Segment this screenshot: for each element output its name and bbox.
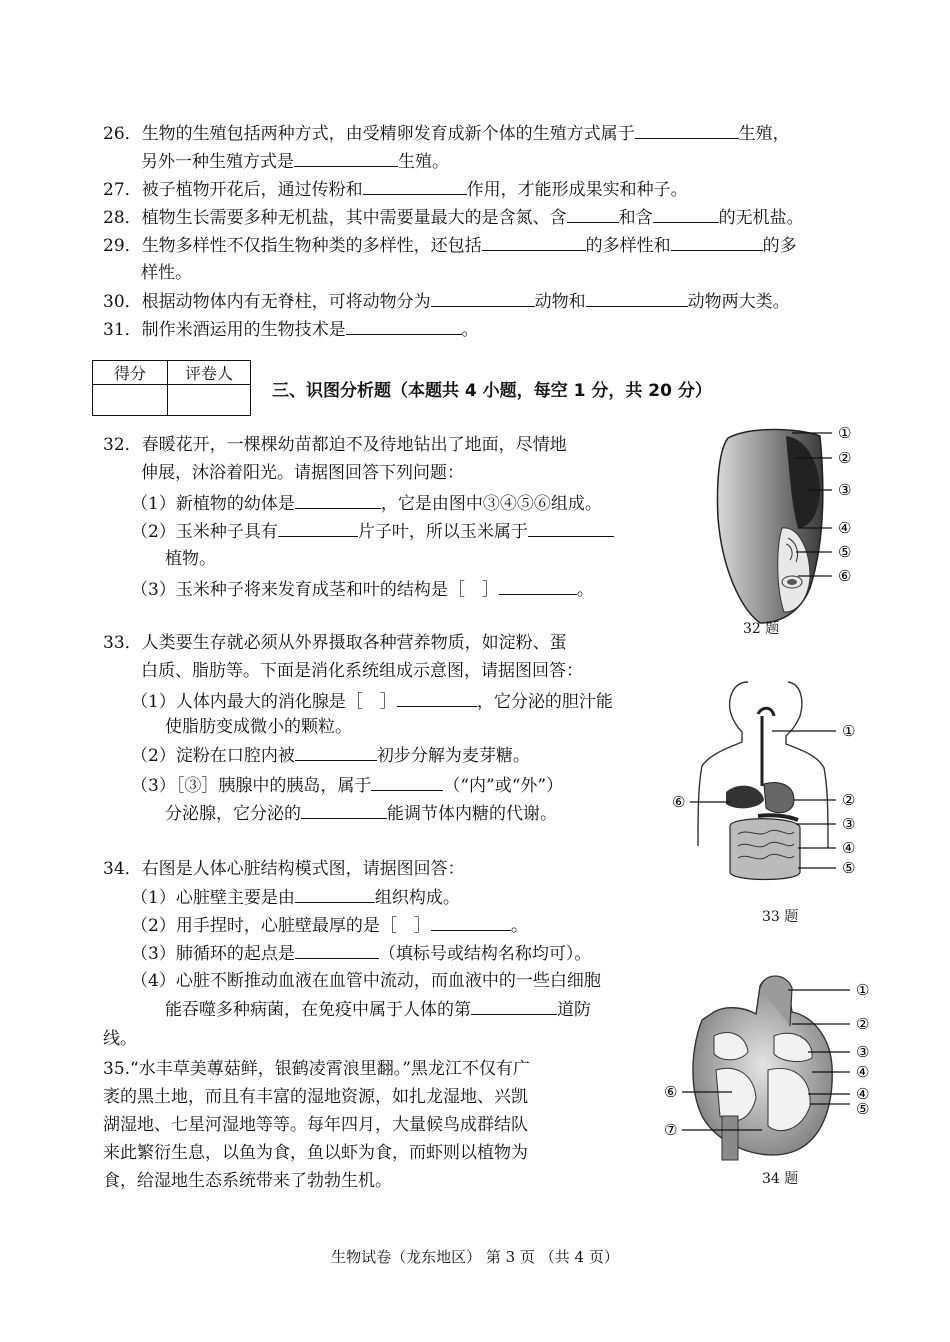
q26-blank-1[interactable] xyxy=(635,122,739,139)
grader-label: 评卷人 xyxy=(168,361,251,385)
q34-label-5: ⑤ xyxy=(856,1100,870,1118)
q30-blank-2[interactable] xyxy=(586,290,688,307)
score-table xyxy=(92,360,251,416)
q32-stem-2: 伸展，沐浴着阳光。请据图回答下列问题： xyxy=(141,463,464,483)
q33-blank-2[interactable] xyxy=(295,744,377,761)
q31-blank[interactable] xyxy=(346,318,462,335)
q27-blank[interactable] xyxy=(363,178,467,195)
q34-blank-1[interactable] xyxy=(295,886,375,903)
q34-label-7: ⑦ xyxy=(664,1121,678,1139)
q28-blank-1[interactable] xyxy=(567,206,619,223)
vena-cava xyxy=(722,1116,738,1160)
liver xyxy=(726,786,764,809)
q35-line-4: 来此繁衍生息，以鱼为食，鱼以虾为食，而虾则以植物为 xyxy=(103,1143,528,1163)
q26-line2: 另外一种生殖方式是 生殖。 xyxy=(141,152,449,172)
q33-label-6: ⑥ xyxy=(672,793,686,811)
q32-caption: 32 题 xyxy=(743,621,780,637)
q33-label-2: ② xyxy=(842,791,856,809)
q26-line1: 26．生物的生殖包括两种方式，由受精卵发育成新个体的生殖方式属于 生殖， xyxy=(103,124,790,144)
q33-part-3-line2: 分泌腺，它分泌的 能调节体内糖的代谢。 xyxy=(165,804,557,824)
q31-line: 31．制作米酒运用的生物技术是 。 xyxy=(103,320,479,340)
q33-blank-1[interactable] xyxy=(397,690,477,707)
q28-line: 28．植物生长需要多种无机盐，其中需要量最大的是含氮、含 和含 的无机盐。 xyxy=(103,208,804,228)
heart-body xyxy=(693,977,832,1155)
q29-line2: 样性。 xyxy=(141,263,192,283)
q30-line: 30．根据动物体内有无脊柱，可将动物分为 动物和 动物两大类。 xyxy=(103,292,790,312)
q33-part-2: （2）淀粉在口腔内被 初步分解为麦芽糖。 xyxy=(131,746,530,766)
q34-label-4b: ④ xyxy=(856,1085,870,1103)
q33-blank-3[interactable] xyxy=(371,774,443,791)
q29-blank-2[interactable] xyxy=(671,234,763,251)
q32-blank-2[interactable] xyxy=(278,520,358,537)
q34-blank-2[interactable] xyxy=(431,914,511,931)
q34-caption: 34 题 xyxy=(762,1171,799,1187)
q33-part-1: （1）人体内最大的消化腺是［ ］ ，它分泌的胆汁能 xyxy=(131,692,613,712)
page-footer: 生物试卷（龙东地区） 第 3 页 （共 4 页） xyxy=(331,1248,619,1266)
q33-stem-1: 33．人类要生存就必须从外界摄取各种营养物质，如淀粉、蛋 xyxy=(103,633,567,653)
corn-seed-figure xyxy=(700,418,870,658)
q33-part-1-line2: 使脂肪变成微小的颗粒。 xyxy=(165,717,352,737)
q34-part-4-line2: 能吞噬多种病菌，在免疫中属于人体的第 道防 xyxy=(165,1000,591,1020)
q34-part-4: （4）心脏不断推动血液在血管中流动，而血液中的一些白细胞 xyxy=(131,971,601,991)
q33-label-1: ① xyxy=(842,722,856,740)
q34-label-6: ⑥ xyxy=(664,1083,678,1101)
score-label: 得分 xyxy=(93,361,168,385)
q34-blank-4[interactable] xyxy=(471,998,557,1015)
q35-line-1: 35.“水丰草美蓴菇鲜，银鹤凌霄浪里翻。”黑龙江不仅有广 xyxy=(103,1059,530,1079)
q32-part-2: （2）玉米种子具有 片子叶，所以玉米属于 xyxy=(131,520,614,543)
q35-line-2: 袤的黑土地，而且有丰富的湿地资源，如扎龙湿地、兴凯 xyxy=(103,1087,528,1107)
q32-stem-1: 32．春暖花开，一棵棵幼苗都迫不及待地钻出了地面，尽情地 xyxy=(103,435,567,455)
q32-part-2-line2: 植物。 xyxy=(165,549,216,569)
q27-line: 27．被子植物开花后，通过传粉和 作用，才能形成果实和种子。 xyxy=(103,180,688,200)
q34-label-1: ① xyxy=(856,981,870,999)
q34-label-4a: ④ xyxy=(856,1063,870,1081)
q35-line-3: 湖湿地、七星河湿地等等。每年四月，大量候鸟成群结队 xyxy=(103,1115,528,1135)
heart-figure xyxy=(662,966,882,1170)
q34-blank-3[interactable] xyxy=(295,942,379,959)
q34-part-4-line3: 线。 xyxy=(103,1029,137,1049)
q32-blank-3[interactable] xyxy=(528,520,614,537)
q33-caption: 33 题 xyxy=(762,909,799,925)
q32-label-4: ④ xyxy=(838,519,852,537)
q28-blank-2[interactable] xyxy=(653,206,719,223)
q32-part-3: （3）玉米种子将来发育成茎和叶的结构是［ ］ 。 xyxy=(131,580,594,600)
q33-label-3: ③ xyxy=(842,815,856,833)
q32-label-6: ⑥ xyxy=(838,567,852,585)
q34-part-3: （3）肺循环的起点是 （填标号或结构名称均可）。 xyxy=(131,944,592,964)
stomach xyxy=(764,783,794,813)
q32-label-2: ② xyxy=(838,449,852,467)
q32-part-1: （1）新植物的幼体是 ，它是由图中③④⑤⑥组成。 xyxy=(131,494,602,514)
grader-cell[interactable] xyxy=(168,385,251,416)
q34-stem: 34．右图是人体心脏结构模式图，请据图回答： xyxy=(103,859,465,879)
section-3-title: 三、识图分析题（本题共 4 小题，每空 1 分，共 20 分） xyxy=(272,381,712,401)
q34-part-1: （1）心脏壁主要是由 组织构成。 xyxy=(131,888,460,908)
intestines xyxy=(730,819,800,880)
q33-stem-2: 白质、脂肪等。下面是消化系统组成示意图，请据图回答： xyxy=(141,661,583,681)
q26-blank-2[interactable] xyxy=(294,150,398,167)
q32-blank-4[interactable] xyxy=(499,578,577,595)
q32-label-1: ① xyxy=(838,424,852,442)
q32-label-3: ③ xyxy=(838,481,852,499)
q33-part-3: （3）［③］胰腺中的胰岛，属于 （“内”或“外”） xyxy=(131,776,564,796)
q33-blank-4[interactable] xyxy=(301,802,387,819)
q32-blank-1[interactable] xyxy=(295,492,381,509)
q29-blank-1[interactable] xyxy=(482,234,586,251)
q33-label-5: ⑤ xyxy=(842,859,856,877)
q33-label-4: ④ xyxy=(842,839,856,857)
q34-label-3: ③ xyxy=(856,1043,870,1061)
q30-blank-1[interactable] xyxy=(431,290,535,307)
digestive-system-figure xyxy=(668,676,868,906)
q34-label-2: ② xyxy=(856,1015,870,1033)
q35-line-5: 食，给湿地生态系统带来了勃勃生机。 xyxy=(103,1171,392,1191)
q32-label-5: ⑤ xyxy=(838,543,852,561)
score-cell[interactable] xyxy=(93,385,168,416)
q34-part-2: （2）用手捏时，心脏壁最厚的是［ ］ 。 xyxy=(131,916,528,936)
q29-line1: 29．生物多样性不仅指生物种类的多样性，还包括 的多样性和 的多 xyxy=(103,236,797,256)
